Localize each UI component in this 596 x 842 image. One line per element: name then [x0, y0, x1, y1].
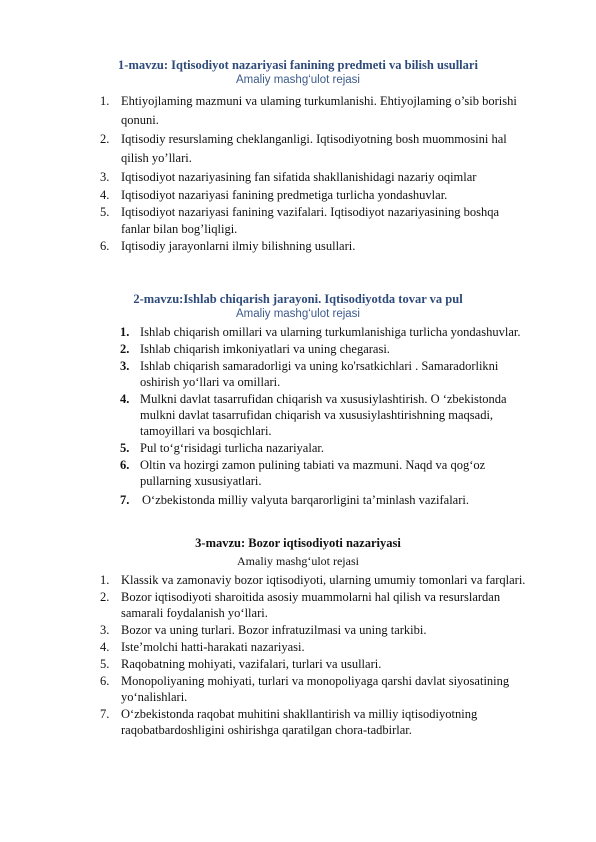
list-item: 3. Iqtisodiyot nazariyasining fan sifatida shakllanishidagi nazariy oqimlar — [100, 168, 520, 187]
list-item: 4. Iste’molchi hatti-harakati nazariyasi. — [100, 639, 530, 655]
list-item-text: Monopoliyaning mohiyati, turlari va monopoliyaga qarshi davlat siyosatining yo‘nalishlari. — [121, 674, 510, 704]
list-item-text: O‘zbekistonda milliy valyuta barqarorligini ta’minlash vazifalari. — [142, 493, 469, 507]
list-item: 1. Ishlab chiqarish omillari va ularning turkumlanishiga turlicha yondashuvlar. — [120, 324, 530, 340]
list-item-text: Ishlab chiqarish omillari va ularning turkumlanishiga turlicha yondashuvlar. — [140, 325, 521, 339]
list-item: 3. Ishlab chiqarish samaradorligi va uning ko'rsatkichlari . Samaradorlikni oshirish yo‘llari va omillari. — [120, 358, 530, 390]
list-item: 6. Iqtisodiy jarayonlarni ilmiy bilishning usullari. — [100, 238, 520, 255]
list-item: 1. Ehtiyojlaming mazmuni va ulaming turkumlanishi. Ehtiyojlaming o’sib borishi qonuni. — [100, 92, 520, 130]
list-item-text: Klassik va zamonaviy bozor iqtisodiyoti, ularning umumiy tomonlari va farqlari. — [121, 573, 526, 587]
topic-2-list — [120, 324, 530, 508]
list-item: 6. Monopoliyaning mohiyati, turlari va monopoliyaga qarshi davlat siyosatining yo‘nalishlari. — [100, 673, 530, 705]
topic-1-subtitle: Amaliy mashg‘ulot rejasi — [236, 74, 360, 86]
list-item: 7. O‘zbekistonda raqobat muhitini shakllantirish va milliy iqtisodiyotning raqobatbardoshligini oshirishga qaratilgan chora-tadbirlar. — [100, 706, 530, 738]
topic-1-list — [100, 92, 520, 255]
list-item-text: Ishlab chiqarish imkoniyatlari va uning chegarasi. — [140, 342, 390, 356]
list-item: 4. Mulkni davlat tasarrufidan chiqarish va xususiylashtirish. O ‘zbekistonda mulkni davlat tasarrufidan chiqarish va xususiylashtirishning maqsadi, tamoyillari va bosqichlari. — [120, 391, 530, 439]
list-item-text: Oltin va hozirgi zamon pulining tabiati va mazmuni. Naqd va qog‘oz pullarning xususiyatlari. — [140, 458, 486, 488]
list-item-text: Iqtisodiy resurslaming cheklanganligi. Iqtisodiyotning bosh muommosini hal qilish yo’llari. — [121, 132, 507, 165]
list-item-text: Iqtisodiyot nazariyasi fanining predmetiga turlicha yondashuvlar. — [121, 188, 448, 202]
list-item-text: Raqobatning mohiyati, vazifalari, turlari va usullari. — [121, 657, 382, 671]
list-item: 1. Klassik va zamonaviy bozor iqtisodiyoti, ularning umumiy tomonlari va farqlari. — [100, 572, 530, 588]
list-item: 7. O‘zbekistonda milliy valyuta barqarorligini ta’minlash vazifalari. — [120, 492, 530, 508]
list-item-text: Iste’molchi hatti-harakati nazariyasi. — [121, 640, 305, 654]
list-item-text: Iqtisodiy jarayonlarni ilmiy bilishning usullari. — [121, 239, 356, 253]
list-item-text: Bozor iqtisodiyoti sharoitida asosiy muammolarni hal qilish va resurslardan samarali foydalanish yo‘llari. — [121, 590, 501, 620]
list-item: 6. Oltin va hozirgi zamon pulining tabiati va mazmuni. Naqd va qog‘oz pullarning xususiyatlari. — [120, 457, 530, 489]
list-item: 5. Iqtisodiyot nazariyasi fanining vazifalari. Iqtisodiyot nazariyasining boshqa fanlar bilan bog’liqligi. — [100, 204, 520, 238]
list-item-text: O‘zbekistonda raqobat muhitini shakllantirish va milliy iqtisodiyotning raqobatbardoshligini oshirishga qaratilgan chora-tadbirlar. — [121, 707, 478, 737]
list-item: 3. Bozor va uning turlari. Bozor infratuzilmasi va uning tarkibi. — [100, 622, 530, 638]
topic-2-subtitle: Amaliy mashg‘ulot rejasi — [236, 308, 360, 320]
list-item-text: Ishlab chiqarish samaradorligi va uning ko'rsatkichlari . Samaradorlikni oshirish yo‘llari va omillari. — [140, 359, 499, 389]
list-item-text: Mulkni davlat tasarrufidan chiqarish va xususiylashtirish. O ‘zbekistonda mulkni davlat tasarrufidan chiqarish va xususiylashtirishning maqsadi, tamoyillari va bosqichlari. — [140, 392, 507, 438]
topic-3-list — [100, 572, 530, 738]
list-item: 2. Iqtisodiy resurslaming cheklanganligi. Iqtisodiyotning bosh muommosini hal qilish yo’llari. — [100, 130, 520, 168]
list-item-text: Iqtisodiyot nazariyasi fanining vazifalari. Iqtisodiyot nazariyasining boshqa fanlar bilan bog’liqligi. — [121, 205, 500, 236]
list-item-text: Bozor va uning turlari. Bozor infratuzilmasi va uning tarkibi. — [121, 623, 427, 637]
list-item-text: Iqtisodiyot nazariyasining fan sifatida shakllanishidagi nazariy oqimlar — [121, 170, 477, 184]
topic-2-title: 2-mavzu:Ishlab chiqarish jarayoni. Iqtisodiyotda tovar va pul — [133, 292, 463, 306]
list-item: 5. Pul to‘g‘risidagi turlicha nazariyalar. — [120, 440, 530, 456]
list-item: 2. Bozor iqtisodiyoti sharoitida asosiy muammolarni hal qilish va resurslardan samarali foydalanish yo‘llari. — [100, 589, 530, 621]
list-item-text: Pul to‘g‘risidagi turlicha nazariyalar. — [140, 441, 324, 455]
topic-3-subtitle: Amaliy mashg‘ulot rejasi — [237, 554, 359, 568]
list-item: 5. Raqobatning mohiyati, vazifalari, turlari va usullari. — [100, 656, 530, 672]
list-item-text: Ehtiyojlaming mazmuni va ulaming turkumlanishi. Ehtiyojlaming o’sib borishi qonuni. — [121, 94, 517, 127]
list-item: 4. Iqtisodiyot nazariyasi fanining predmetiga turlicha yondashuvlar. — [100, 187, 520, 204]
topic-1-title: 1-mavzu: Iqtisodiyot nazariyasi fanining predmeti va bilish usullari — [118, 58, 478, 72]
list-item: 2. Ishlab chiqarish imkoniyatlari va uning chegarasi. — [120, 341, 530, 357]
topic-3-title: 3-mavzu: Bozor iqtisodiyoti nazariyasi — [195, 536, 401, 550]
